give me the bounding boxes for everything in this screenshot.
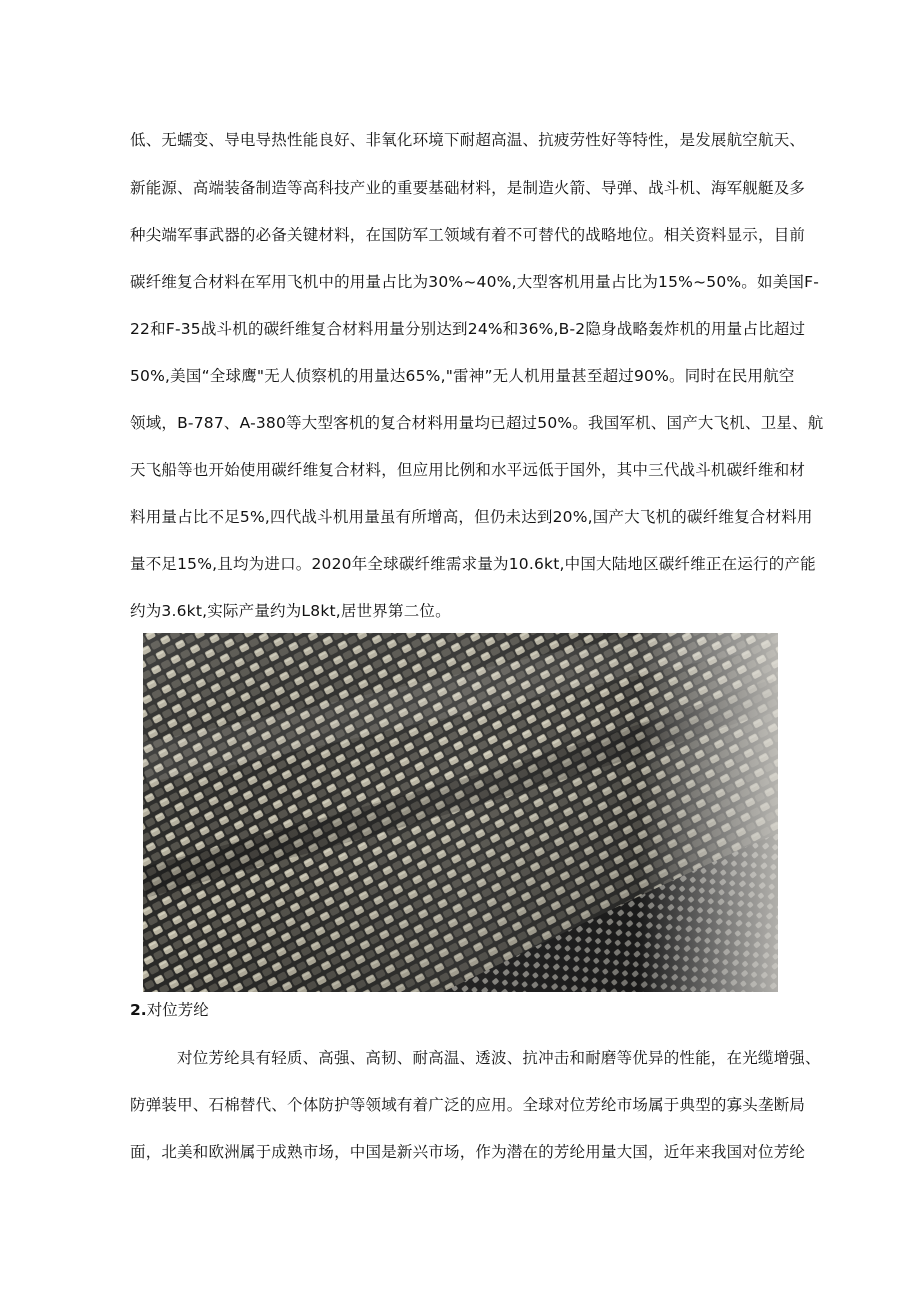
text-line: 低、无蠕变、导电导热性能良好、非氧化环境下耐超高温、抗疲劳性好等特性，是发展航空航天、 [130,131,806,149]
text-line: 50%,美国“全球鹰"无人侦察机的用量达65%,"雷神”无人机用量甚至超过90%。同时在民用航空 [130,367,795,385]
text-line: 碳纤维复合材料在军用飞机中的用量占比为30%~40%,大型客机用量占比为15%~50%。如美国F- [130,273,820,291]
text-line: 天飞船等也开始使用碳纤维复合材料，但应用比例和水平远低于国外，其中三代战斗机碳纤维和材 [130,461,806,479]
text-line: 料用量占比不足5%,四代战斗机用量虽有所增高，但仍未达到20%,国产大飞机的碳纤维复合材料用 [130,508,813,526]
text-line: 新能源、高端装备制造等高科技产业的重要基础材料，是制造火箭、导弹、战斗机、海军舰艇及多 [130,179,806,197]
text-line: 对位芳纶具有轻质、高强、高韧、耐高温、透波、抗冲击和耐磨等优异的性能，在光缆增强、 [177,1049,821,1067]
text-line: 约为3.6kt,实际产量约为L8kt,居世界第二位。 [130,602,451,620]
text-line: 领域，B-787、A-380等大型客机的复合材料用量均已超过50%。我国军机、国产大飞机、卫星、航 [130,414,824,432]
section-heading [130,998,209,1020]
section-number: 2. [130,1001,147,1019]
text-line: 防弹装甲、石棉替代、个体防护等领域有着广泛的应用。全球对位芳纶市场属于典型的寡头垄断局 [130,1096,806,1114]
text-line: 量不足15%,且均为进口。2020年全球碳纤维需求量为10.6kt,中国大陆地区碳纤维正在运行的产能 [130,555,816,573]
carbon-fiber-photo [143,633,778,992]
section-title: 对位芳纶 [146,1001,209,1019]
text-line: 22和F-35战斗机的碳纤维复合材料用量分别达到24%和36%,B-2隐身战略轰炸机的用量占比超过 [130,320,806,338]
text-line: 面，北美和欧洲属于成熟市场，中国是新兴市场，作为潜在的芳纶用量大国，近年来我国对位芳纶 [130,1143,806,1161]
text-line: 种尖端军事武器的必备关键材料，在国防军工领域有着不可替代的战略地位。相关资料显示，目前 [130,226,806,244]
